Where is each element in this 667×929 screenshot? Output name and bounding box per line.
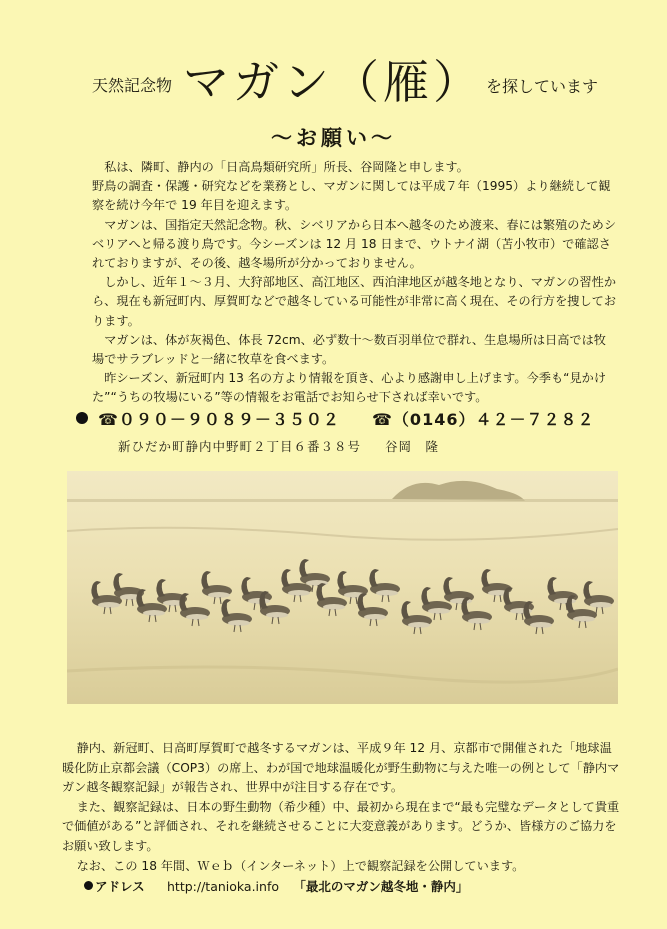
paragraph: 野鳥の調査・保護・研究などを業務とし、マガンに関しては平成７年（1995）より継続して観察を続け今年で 19 年目を迎えます。 <box>92 179 611 213</box>
footer-address <box>84 877 468 895</box>
mobile-number: ☎０９０－９０８９－３５０２ <box>98 410 340 429</box>
history-text <box>62 739 622 876</box>
paragraph: 静内、新冠町、日高町厚賀町で越冬するマガンは、平成９年 12 月、京都市で開催された「地球温暖化防止京都会議（COP3）の席上、わが国で地球温暖化が野生動物に与えた唯一の例として「静内マガン越冬観察記録」が報告され、世界中が注目する存在です。 <box>62 741 620 795</box>
footer-label: アドレス <box>95 879 145 894</box>
contact-phones <box>76 407 616 430</box>
header-prefix: 天然記念物 <box>92 76 173 95</box>
website-link[interactable]: http://tanioka.info <box>167 879 279 894</box>
website-title: 「最北のマガン越冬地・静内」 <box>293 879 469 894</box>
bullet-icon <box>76 412 88 424</box>
header-suffix: を探しています <box>486 77 599 96</box>
paragraph: マガンは、体が灰褐色、体長 72cm、必ず数十～数百羽単位で群れ、生息場所は日高では牧場でサラブレッドと一緒に牧草を食べます。 <box>92 332 606 367</box>
paragraph: マガンは、国指定天然記念物。秋、シベリアから日本へ越冬のため渡来、春には繁殖のためシベリアへと帰る渡り鳥です。今シーズンは 12 月 18 日まで、ウトナイ湖（苫小牧市）で確認されておりますが、その後、越冬場所が分かっておりません。 <box>92 217 617 271</box>
geese-photo <box>67 471 618 704</box>
contact-address <box>118 437 439 455</box>
contact-name: 谷岡 隆 <box>385 439 440 454</box>
bullet-icon <box>84 881 93 890</box>
geese-illustration <box>67 471 618 704</box>
header <box>0 40 667 110</box>
paragraph: なお、この 18 年間、Ｗｅｂ（インターネット）上で観察記録を公開しています。 <box>76 858 525 873</box>
paragraph: しかし、近年１～３月、大狩部地区、高江地区、西泊津地区が越冬地となり、マガンの習性から、現在も新冠町内、厚賀町などで越冬している可能性が非常に高く現在、その行方を捜しております。 <box>92 275 617 328</box>
paragraph: 私は、隣町、静内の「日高鳥類研究所」所長、谷岡隆と申します。 <box>104 160 469 174</box>
page-title: マガン（雁） <box>183 55 483 109</box>
paragraph: 昨シーズン、新冠町内 13 名の方より情報を頂き、心より感謝申し上げます。今季も“見かけた”“うちの牧場にいる”等の情報をお電話でお知らせ下されば幸いです。 <box>92 371 607 405</box>
request-heading: ～お願い～ <box>271 126 396 150</box>
intro-text <box>92 158 617 408</box>
phone-number: ☎（0146）４２－７２８２ <box>372 410 595 429</box>
paragraph: また、観察記録は、日本の野生動物（希少種）中、最初から現在まで“最も完璧なデータとして貴重で価値がある”と評価され、それを継続させることに大変意義があります。どうか、皆様方のご協力をお願い致します。 <box>62 799 620 853</box>
address-text: 新ひだか町静内中野町２丁目６番３８号 <box>118 439 362 454</box>
